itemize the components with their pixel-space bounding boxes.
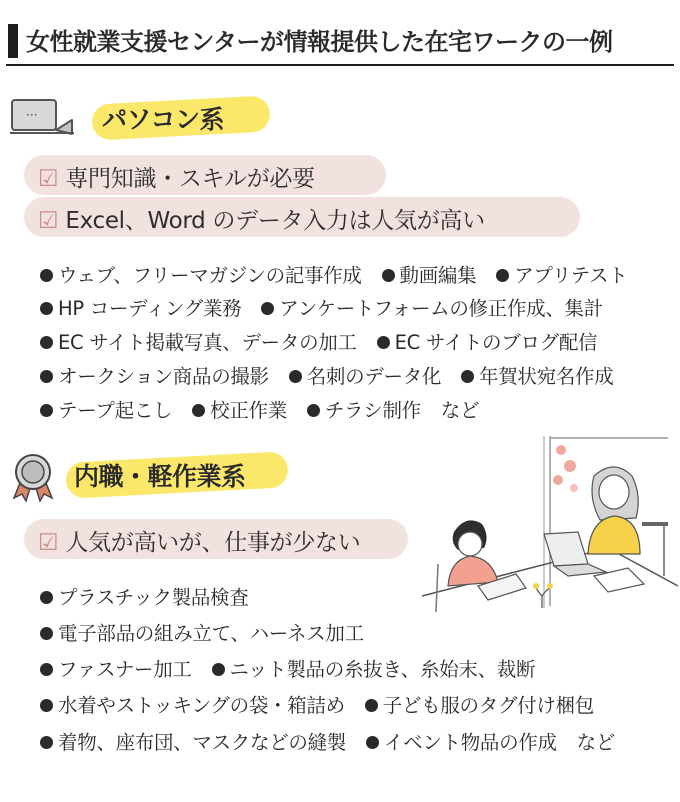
checkbox-icon: ☑ [38, 208, 59, 234]
pc-note-2: ☑ Excel、Word のデータ入力は人気が高い [38, 208, 485, 234]
bullet [40, 663, 53, 676]
bullet [40, 699, 53, 712]
bullet [40, 302, 53, 315]
title-marker [8, 24, 18, 58]
rosette-icon [8, 452, 58, 502]
bullet [40, 336, 53, 349]
pc-item-row-3: EC サイト掲載写真、データの加工 EC サイトのブログ配信 [40, 327, 597, 355]
craft-item-row-4: 水着やストッキングの袋・箱詰め 子ども服のタグ付け梱包 [40, 690, 594, 718]
bullet [496, 269, 509, 282]
pc-item-row-2: HP コーディング業務 アンケートフォームの修正作成、集計 [40, 293, 603, 321]
checkbox-icon: ☑ [38, 166, 59, 192]
bullet [377, 336, 390, 349]
bullet [40, 591, 53, 604]
bullet [289, 370, 302, 383]
pc-heading: パソコン系 [102, 105, 225, 134]
pc-item-row-1: ウェブ、フリーマガジンの記事作成 動画編集 アプリテスト [40, 260, 627, 288]
bullet [461, 370, 474, 383]
svg-text:···: ··· [26, 108, 38, 122]
bullet [40, 370, 53, 383]
checkbox-icon: ☑ [38, 530, 59, 556]
bullet [307, 404, 320, 417]
bullet [40, 269, 53, 282]
bullet [366, 736, 379, 749]
bullet [365, 699, 378, 712]
bullet [212, 663, 225, 676]
bullet [382, 269, 395, 282]
bullet [40, 736, 53, 749]
page-title: 女性就業支援センターが情報提供した在宅ワークの一例 [26, 28, 613, 56]
mother-and-child-working-illustration [418, 436, 680, 616]
craft-item-row-2: 電子部品の組み立て、ハーネス加工 [40, 618, 364, 646]
bullet [40, 627, 53, 640]
pc-note-1: ☑ 専門知識・スキルが必要 [38, 166, 315, 192]
laptop-icon [6, 98, 78, 138]
pc-item-row-5: テープ起こし 校正作業 チラシ制作 など [40, 395, 479, 423]
craft-heading: 内職・軽作業系 [74, 462, 246, 491]
pc-item-row-4: オークション商品の撮影 名刺のデータ化 年賀状宛名作成 [40, 361, 613, 389]
craft-item-row-3: ファスナー加工 ニット製品の糸抜き、糸始末、裁断 [40, 654, 535, 682]
bullet [40, 404, 53, 417]
craft-item-row-5: 着物、座布団、マスクなどの縫製 イベント物品の作成 など [40, 727, 615, 755]
craft-note-1: ☑ 人気が高いが、仕事が少ない [38, 530, 361, 556]
craft-item-row-1: プラスチック製品検査 [40, 582, 248, 610]
bullet [261, 302, 274, 315]
title-underline [6, 64, 674, 66]
bullet [192, 404, 205, 417]
